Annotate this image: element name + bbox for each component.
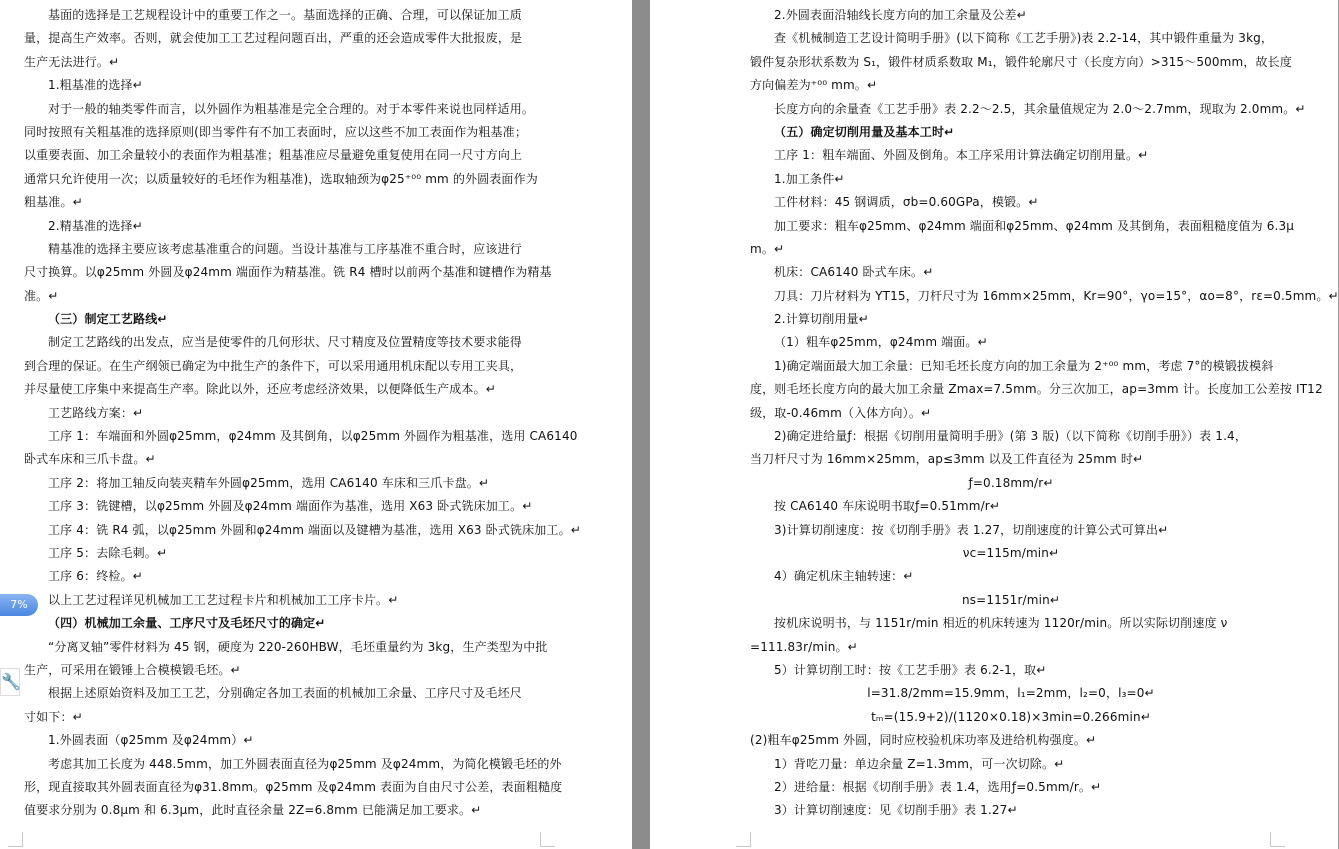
paragraph-line: 2）进给量：根据《切削手册》表 1.4，选用ƒ=0.5mm/r。↵ bbox=[774, 779, 1102, 794]
document-page-left bbox=[0, 0, 632, 849]
paragraph-line: 1.加工条件↵ bbox=[774, 171, 845, 186]
paragraph-line: 1）背吃刀量：单边余量 Z=1.3mm，可一次切除。↵ bbox=[774, 756, 1065, 771]
paragraph-line: 到合理的保证。在生产纲领已确定为中批生产的条件下，可以采用通用机床配以专用工夹具， bbox=[24, 358, 523, 373]
paragraph-line: 2.外圆表面沿轴线长度方向的加工余量及公差↵ bbox=[774, 8, 1027, 22]
paragraph-line: 尺寸换算。以φ25mm 外圆及φ24mm 端面作为精基准。铣 R4 槽时以前两个基准和键槽作为精基 bbox=[24, 265, 552, 280]
paragraph-line: 锻件复杂形状系数为 S₁，锻件材质系数取 M₁，锻件轮廓尺寸（长度方向）>315～500mm，故长度 bbox=[750, 54, 1292, 69]
paragraph-line: “分离叉轴”零件材料为 45 钢，硬度为 220-260HBW，毛坯重量约为 3kg，生产类型为中批 bbox=[48, 639, 548, 654]
paragraph-line: 工艺路线方案：↵ bbox=[48, 405, 144, 420]
paragraph-line: 值要求分别为 0.8μm 和 6.3μm，此时直径余量 2Z=6.8mm 已能满足加工要求。↵ bbox=[24, 803, 482, 818]
paragraph-line: 通常只允许使用一次；以质量较好的毛坯作为粗基准)，选取轴颈为φ25⁺⁰⁰ mm 的外圆表面作为 bbox=[24, 171, 538, 186]
paragraph-line: 制定工艺路线的出发点，应当是使零件的几何形状、尺寸精度及位置精度等技术要求能得 bbox=[48, 335, 522, 350]
paragraph-line: 形，现直接取其外圆表面直径为φ31.8mm。φ25mm 及φ24mm 表面为自由尺寸公差，表面粗糙度 bbox=[24, 779, 563, 794]
section-heading-process-route: （三）制定工艺路线↵ bbox=[48, 312, 168, 327]
section-heading-allowance: （四）机械加工余量、工序尺寸及毛坯尺寸的确定↵ bbox=[48, 616, 326, 631]
paragraph-line: 2.计算切削用量↵ bbox=[774, 312, 869, 327]
paragraph-line: 工序 1：车端面和外圆φ25mm，φ24mm 及其倒角，以φ25mm 外圆作为粗基准，选用 CA6140 bbox=[48, 429, 578, 444]
paragraph-line: 对于一般的轴类零件而言，以外圆作为粗基准是完全合理的。对于本零件来说也同样适用。 bbox=[48, 101, 535, 116]
paragraph-line: 工件材料：45 钢调质，σb=0.60GPa，模锻。↵ bbox=[774, 195, 1039, 210]
paragraph-line: 刀具：刀片材料为 YT15，刀杆尺寸为 16mm×25mm，Kr=90°，γo=15°，αo=8°，rε=0.5mm。↵ bbox=[774, 288, 1339, 303]
zoom-percentage-badge[interactable]: 7% bbox=[0, 594, 38, 616]
formula-line: l=31.8/2mm=15.9mm，l₁=2mm，l₂=0，l₃=0↵ bbox=[867, 686, 1155, 701]
paragraph-line: 按 CA6140 车床说明书取ƒ=0.51mm/r↵ bbox=[774, 499, 1001, 514]
paragraph-line: 粗基准。↵ bbox=[24, 195, 83, 210]
paragraph-line: 级，取-0.46mm（入体方向）。↵ bbox=[750, 405, 932, 420]
paragraph-line: 以重要表面、加工余量较小的表面作为粗基准；粗基准应尽量避免重复使用在同一尺寸方向上 bbox=[24, 148, 523, 163]
paragraph-line: 度，则毛坯长度方向的最大加工余量 Zmax=7.5mm。分三次加工，ap=3mm 计。长度加工公差按 IT12 bbox=[750, 382, 1323, 397]
paragraph-line: 根据上述原始资料及加工工艺，分别确定各加工表面的机械加工余量、工序尺寸及毛坯尺 bbox=[48, 686, 522, 701]
section-heading-cutting: （五）确定切削用量及基本工时↵ bbox=[774, 124, 955, 139]
paragraph-line: 寸如下：↵ bbox=[24, 709, 83, 724]
paragraph-line: 4）确定机床主轴转速：↵ bbox=[774, 569, 914, 584]
paragraph-line: m。↵ bbox=[750, 241, 785, 256]
paragraph-line: 工序 2：将加工轴反向装夹精车外圆φ25mm，选用 CA6140 车床和三爪卡盘。↵ bbox=[48, 475, 490, 490]
page-gap bbox=[632, 0, 650, 849]
paragraph-line: 生产，可采用在锻锤上合模模锻毛坯。↵ bbox=[24, 662, 241, 677]
paragraph-line: 并尽量使工序集中来提高生产率。除此以外，还应考虑经济效果，以便降低生产成本。↵ bbox=[24, 382, 496, 397]
margin-mark bbox=[8, 832, 23, 847]
wrench-icon[interactable]: 🔧 bbox=[0, 668, 20, 696]
paragraph-line: 当刀杆尺寸为 16mm×25mm，ap≤3mm 以及工件直径为 25mm 时↵ bbox=[750, 452, 1144, 467]
margin-mark bbox=[540, 832, 555, 847]
paragraph-line: 加工要求：粗车φ25mm、φ24mm 端面和φ25mm、φ24mm 及其倒角，表面粗糙度值为 6.3μ bbox=[774, 218, 1295, 233]
paragraph-line: 工序 6：终检。↵ bbox=[48, 569, 143, 584]
paragraph-line: 卧式车床和三爪卡盘。↵ bbox=[24, 452, 156, 467]
paragraph-line: 按机床说明书，与 1151r/min 相近的机床转速为 1120r/min。所以实际切削速度 ν bbox=[774, 616, 1228, 631]
paragraph-line: 2)确定进给量ƒ：根据《切削用量简明手册》(第 3 版)（以下简称《切削手册》）表 1.4， bbox=[774, 429, 1247, 444]
paragraph-line: 方向偏差为⁺⁰⁰ mm。↵ bbox=[750, 78, 878, 93]
paragraph-line: 1.外圆表面（φ25mm 及φ24mm）↵ bbox=[48, 733, 254, 748]
paragraph-line: 准。↵ bbox=[24, 288, 59, 303]
text-column-right bbox=[750, 4, 1339, 823]
paragraph-line: (2)粗车φ25mm 外圆，同时应校验机床功率及进给机构强度。↵ bbox=[750, 733, 1097, 748]
paragraph-line: 查《机械制造工艺设计简明手册》(以下简称《工艺手册》)表 2.2-14，其中锻件重量为 3kg， bbox=[774, 31, 1274, 46]
paragraph-line: 3）计算切削速度：见《切削手册》表 1.27↵ bbox=[774, 803, 1018, 818]
paragraph-line: 机床：CA6140 卧式车床。↵ bbox=[774, 265, 934, 280]
paragraph-line: 考虑其加工长度为 448.5mm，加工外圆表面直径为φ25mm 及φ24mm，为简化模锻毛坯的外 bbox=[48, 756, 562, 771]
paragraph-line: 工序 4：铣 R4 弧，以φ25mm 外圆和φ24mm 端面以及键槽为基准，选用 X63 卧式铣床加工。↵ bbox=[48, 522, 581, 537]
paragraph-line: =111.83r/min。↵ bbox=[750, 639, 858, 654]
document-page-right bbox=[650, 0, 1338, 849]
margin-mark bbox=[736, 832, 751, 847]
paragraph-line: 1)确定端面最大加工余量：已知毛坯长度方向的加工余量为 2⁺⁰⁰ mm，考虑 7°的模锻拔模斜 bbox=[774, 358, 1274, 373]
formula-line: νc=115m/min↵ bbox=[962, 545, 1060, 560]
margin-mark bbox=[1270, 832, 1285, 847]
paragraph-line: （1）粗车φ25mm，φ24mm 端面。↵ bbox=[774, 335, 988, 350]
heading-fine-datum: 2.精基准的选择↵ bbox=[48, 218, 143, 233]
paragraph-line: 工序 5：去除毛刺。↵ bbox=[48, 545, 168, 560]
heading-rough-datum: 1.粗基准的选择↵ bbox=[48, 78, 143, 93]
formula-line: ns=1151r/min↵ bbox=[961, 592, 1061, 607]
paragraph-line: 生产无法进行。↵ bbox=[24, 54, 120, 69]
paragraph-line: 工序 1：粗车端面、外圆及倒角。本工序采用计算法确定切削用量。↵ bbox=[774, 148, 1149, 163]
paragraph-line: 长度方向的余量查《工艺手册》表 2.2～2.5，其余量值规定为 2.0～2.7mm，现取为 2.0mm。↵ bbox=[774, 101, 1306, 116]
paragraph-line: 同时按照有关粗基准的选择原则(即当零件有不加工表面时，应以这些不加工表面作为粗基准； bbox=[24, 124, 527, 139]
paragraph-line: 工序 3：铣键槽，以φ25mm 外圆及φ24mm 端面作为基准，选用 X63 卧式铣床加工。↵ bbox=[48, 499, 533, 514]
paragraph-line: 量，提高生产效率。否则，就会使加工工艺过程问题百出，严重的还会造成零件大批报废，是 bbox=[24, 31, 523, 46]
formula-line: tₘ=(15.9+2)/(1120×0.18)×3min=0.266min↵ bbox=[871, 709, 1151, 724]
paragraph-line: 以上工艺过程详见机械加工工艺过程卡片和机械加工工序卡片。↵ bbox=[48, 592, 399, 607]
formula-line: ƒ=0.18mm/r↵ bbox=[968, 475, 1054, 490]
text-column-left bbox=[24, 4, 581, 823]
paragraph-line: 3)计算切削速度：按《切削手册》表 1.27，切削速度的计算公式可算出↵ bbox=[774, 522, 1169, 537]
paragraph-line: 精基准的选择主要应该考虑基准重合的问题。当设计基准与工序基准不重合时，应该进行 bbox=[48, 241, 522, 256]
paragraph-line: 5）计算切削工时：按《工艺手册》表 6.2-1，取↵ bbox=[774, 662, 1047, 677]
paragraph-line: 基面的选择是工艺规程设计中的重要工作之一。基面选择的正确、合理，可以保证加工质 bbox=[48, 8, 522, 22]
